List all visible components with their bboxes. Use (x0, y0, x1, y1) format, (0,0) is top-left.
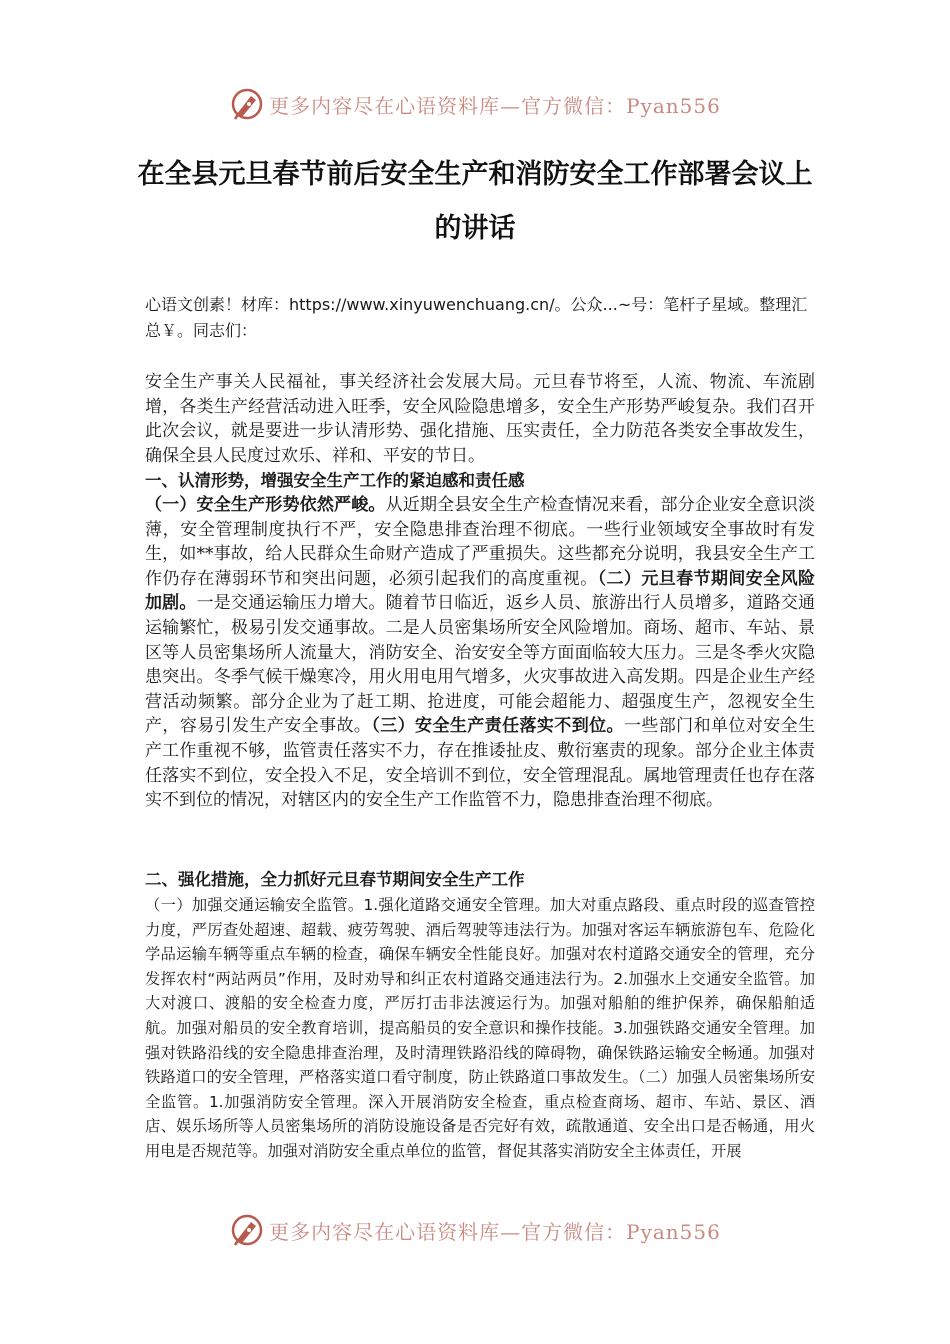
subheading-1-1: （一）安全生产形势依然严峻。 (145, 495, 386, 515)
document-title: 在全县元旦春节前后安全生产和消防安全工作部署会议上的讲话 (137, 159, 813, 244)
section-1-text-3: 一些部门和单位对安全生产工作重视不够，监管责任落实不力，存在推诿扯皮、敷衍塞责的现象。部分企业主体责任落实不到位，安全投入不足，安全培训不到位，安全管理混乱。属地管理责任也存在落实不到位的情况，对辖区内的安全生产工作监管不力，隐患排查治理不彻底。 (145, 716, 816, 811)
section-2-body: （一）加强交通运输安全监管。1.强化道路交通安全管理。加大对重点路段、重点时段的巡查管控力度，严厉查处超速、超载、疲劳驾驶、酒后驾驶等违法行为。加强对客运车辆旅游包车、危险化学品运输车辆等重点车辆的检查，确保车辆安全性能良好。加强对农村道路交通安全的管理，充分发挥农村“两站两员”作用，及时劝导和纠正农村道路交通违法行为。2.加强水上交通安全监管。加大对渡口、渡船的安全检查力度，严厉打击非法渡运行为。加强对船舶的维护保养，确保船舶适航。加强对船员的安全教育培训，提高船员的安全意识和操作技能。3.加强铁路交通安全管理。加强对铁路沿线的安全隐患排查治理，及时清理铁路沿线的障碍物，确保铁路运输安全畅通。加强对铁路道口的安全管理，严格落实道口看守制度，防止铁路道口事故发生。（二）加强人员密集场所安全监管。1.加强消防安全管理。深入开展消防安全检查，重点检查商场、超市、车站、景区、酒店、娱乐场所等人员密集场所的消防设施设备是否完好有效，疏散通道、安全出口是否畅通，用火用电是否规范等。加强对消防安全重点单位的监管，督促其落实消防安全主体责任，开展 (145, 896, 815, 1160)
banner-text: 更多内容尽在心语资料库—官方微信：Pyan556 (269, 93, 721, 118)
section-heading-1: 一、认清形势，增强安全生产工作的紧迫感和责任感 (145, 471, 525, 490)
pen-nib-logo-icon (229, 1212, 265, 1248)
footer-banner (0, 1208, 950, 1252)
section-1-text-2: 一是交通运输压力增大。随着节日临近，返乡人员、旅游出行人员增多，道路交通运输繁忙，极易引发交通事故。二是人员密集场所安全风险增加。商场、超市、车站、景区等人员密集场所人流量大，消防安全、治安安全等方面面临较大压力。三是冬季火灾隐患突出。冬季气候干燥寒冷，用火用电用气增多，火灾事故进入高发期。四是企业生产经营活动频繁。部分企业为了赶工期、抢进度，可能会超能力、超强度生产，忽视安全生产，容易引发生产安全事故。 (145, 593, 816, 737)
section-1-body (145, 493, 815, 813)
banner-text: 更多内容尽在心语资料库—官方微信：Pyan556 (269, 1219, 721, 1244)
subheading-1-3: （三）安全生产责任落实不到位。 (371, 716, 624, 737)
opening-paragraph: 安全生产事关人民福祉，事关经济社会发展大局。元旦春节将至，人流、物流、车流剧增，各类生产经营活动进入旺季，安全风险隐患增多，安全生产形势严峻复杂。我们召开此次会议，就是要进一步认清形势、强化措施、压实责任，全力防范各类安全事故发生，确保全县人民度过欢乐、祥和、平安的节日。 (145, 372, 815, 466)
section-1-text-1: 从近期全县安全生产检查情况来看，部分企业安全意识淡薄，安全管理制度执行不严，安全隐患排查治理不彻底。一些行业领域安全事故时有发生，如**事故，给人民群众生命财产造成了严重损失。这些都充分说明，我县安全生产工作仍存在薄弱环节和突出问题，必须引起我们的高度重视。 (145, 495, 816, 589)
pen-nib-logo-icon (229, 86, 265, 122)
section-heading-2: 二、强化措施，全力抓好元旦春节期间安全生产工作 (145, 870, 525, 889)
subheading-1-2: （二）元旦春节期间安全风险加剧。 (145, 568, 816, 614)
header-banner (0, 82, 950, 126)
intro-line: 心语文创素！材库：https://www.xinyuwenchuang.cn/。公众...~号：笔杆子星域。整理汇总￥。同志们： (145, 295, 808, 340)
